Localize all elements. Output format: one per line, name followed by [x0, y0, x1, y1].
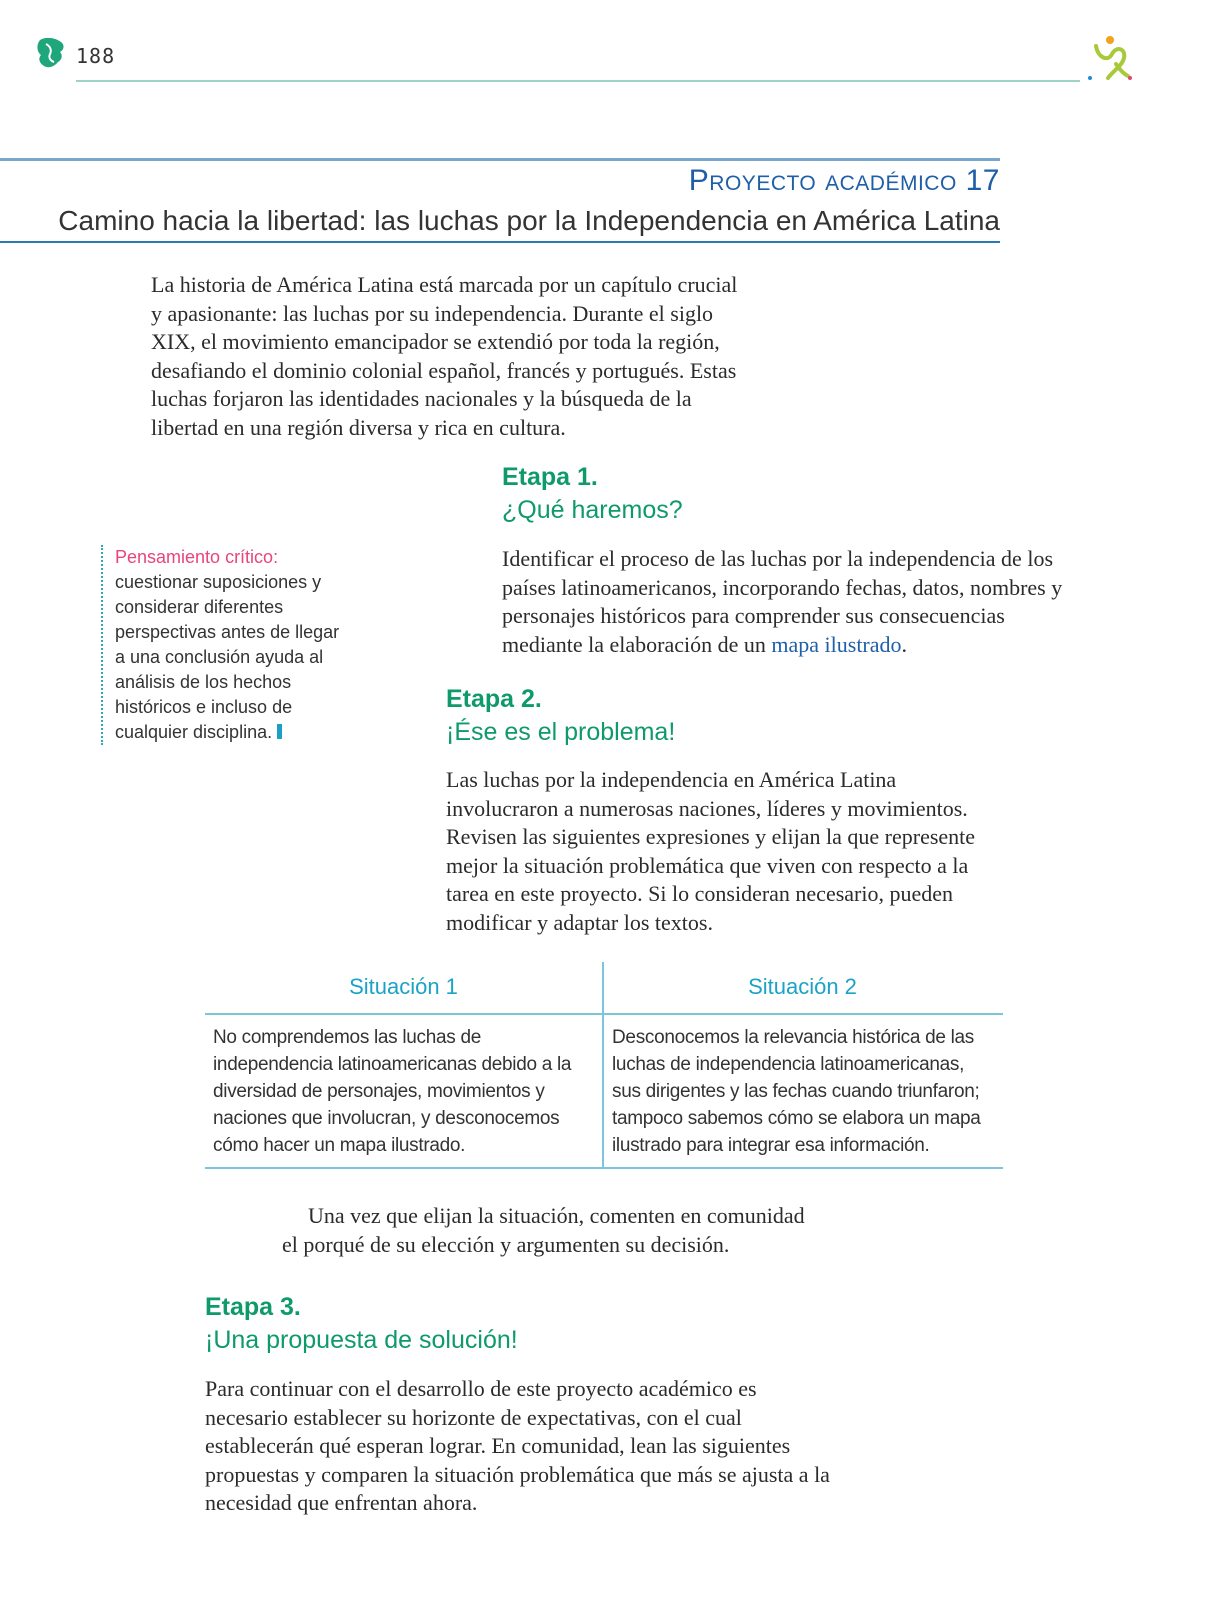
table-divider-bottom — [205, 1167, 1003, 1169]
stage3-paragraph: Para continuar con el desarrollo de este proyecto académico es necesario establecer su horizonte de expectativas, con el cual establecerán qué esperan lograr. En comunidad, lean las siguientes propuestas y comparen la situación problemática que más se ajusta a la necesidad que enfrentan ahora. — [205, 1376, 830, 1515]
stage1-heading: Etapa 1. — [502, 463, 598, 491]
situation2-text: Desconocemos la relevancia histórica de las luchas de independencia latinoamericanas, sus dirigentes y las fechas cuando triunfaron; tampoco sabemos cómo se elabora un mapa ilustrado para integrar esa información. — [612, 1027, 981, 1156]
intro-paragraph: La historia de América Latina está marcada por un capítulo crucial y apasionante: las luchas por su independencia. Durante el siglo XIX, el movimiento emancipador se extendió por toda la región, desafiando el dominio colonial español, francés y portugués. Estas luchas forjaron las identidades nacionales y la búsqueda de la libertad en una región diversa y rica en cultura. — [151, 272, 738, 440]
project-label: Proyecto académico 17 — [688, 164, 1000, 197]
situation2-heading: Situación 2 — [748, 974, 857, 999]
closing-paragraph — [282, 1202, 862, 1259]
situation1-heading: Situación 1 — [349, 974, 458, 999]
stage1-text: Identificar el proceso de las luchas por la independencia de los países latinoamericanos, incorporando fechas, datos, nombres y personajes históricos para comprender sus consecuencias mediante la elaboración de un — [502, 546, 1063, 657]
closing-line1: Una vez que elijan la situación, comenten en comunidad — [308, 1203, 805, 1228]
end-mark-icon — [277, 724, 282, 739]
page-number: 188 — [76, 44, 116, 68]
closing-line2: el porqué de su elección y argumenten su decisión. — [282, 1231, 730, 1257]
illustrated-map-link[interactable]: mapa ilustrado — [771, 631, 902, 657]
header-divider — [76, 80, 1080, 82]
stage2-subtitle: ¡Ése es el problema! — [446, 718, 676, 746]
project-title: Camino hacia la libertad: las luchas por la Independencia en América Latina — [58, 205, 1000, 236]
stage3-heading: Etapa 3. — [205, 1293, 301, 1321]
brand-logo-icon — [34, 36, 68, 76]
title-rule-top — [0, 158, 1000, 161]
stage1-paragraph — [502, 545, 1082, 659]
table-divider-header — [205, 1013, 1003, 1015]
stage1-subtitle: ¿Qué haremos? — [502, 496, 683, 524]
deco-emblem-icon — [1086, 34, 1132, 86]
title-rule-bottom — [0, 241, 1000, 243]
critical-thinking-title: Pensamiento crítico: — [115, 547, 279, 567]
critical-thinking-text: cuestionar suposiciones y considerar diferentes perspectivas antes de llegar a una conclusión ayuda al análisis de los hechos históricos e incluso de cualquier disciplina. — [115, 572, 340, 742]
situation1-text: No comprendemos las luchas de independencia latinoamericanas debido a la diversidad de personajes, movimientos y naciones que involucran, y desconocemos cómo hacer un mapa ilustrado. — [213, 1027, 572, 1156]
stage2-heading: Etapa 2. — [446, 685, 542, 713]
stage3-subtitle: ¡Una propuesta de solución! — [205, 1326, 518, 1354]
stage2-paragraph: Las luchas por la independencia en América Latina involucraron a numerosas naciones, líderes y movimientos. Revisen las siguientes expresiones y elijan la que represente mejor la situación problemática que viven con respecto a la tarea en este proyecto. Si lo consideran necesario, pueden modificar y adaptar los textos. — [446, 767, 976, 935]
stage1-text-end: . — [901, 631, 908, 657]
critical-thinking-note — [101, 545, 345, 745]
